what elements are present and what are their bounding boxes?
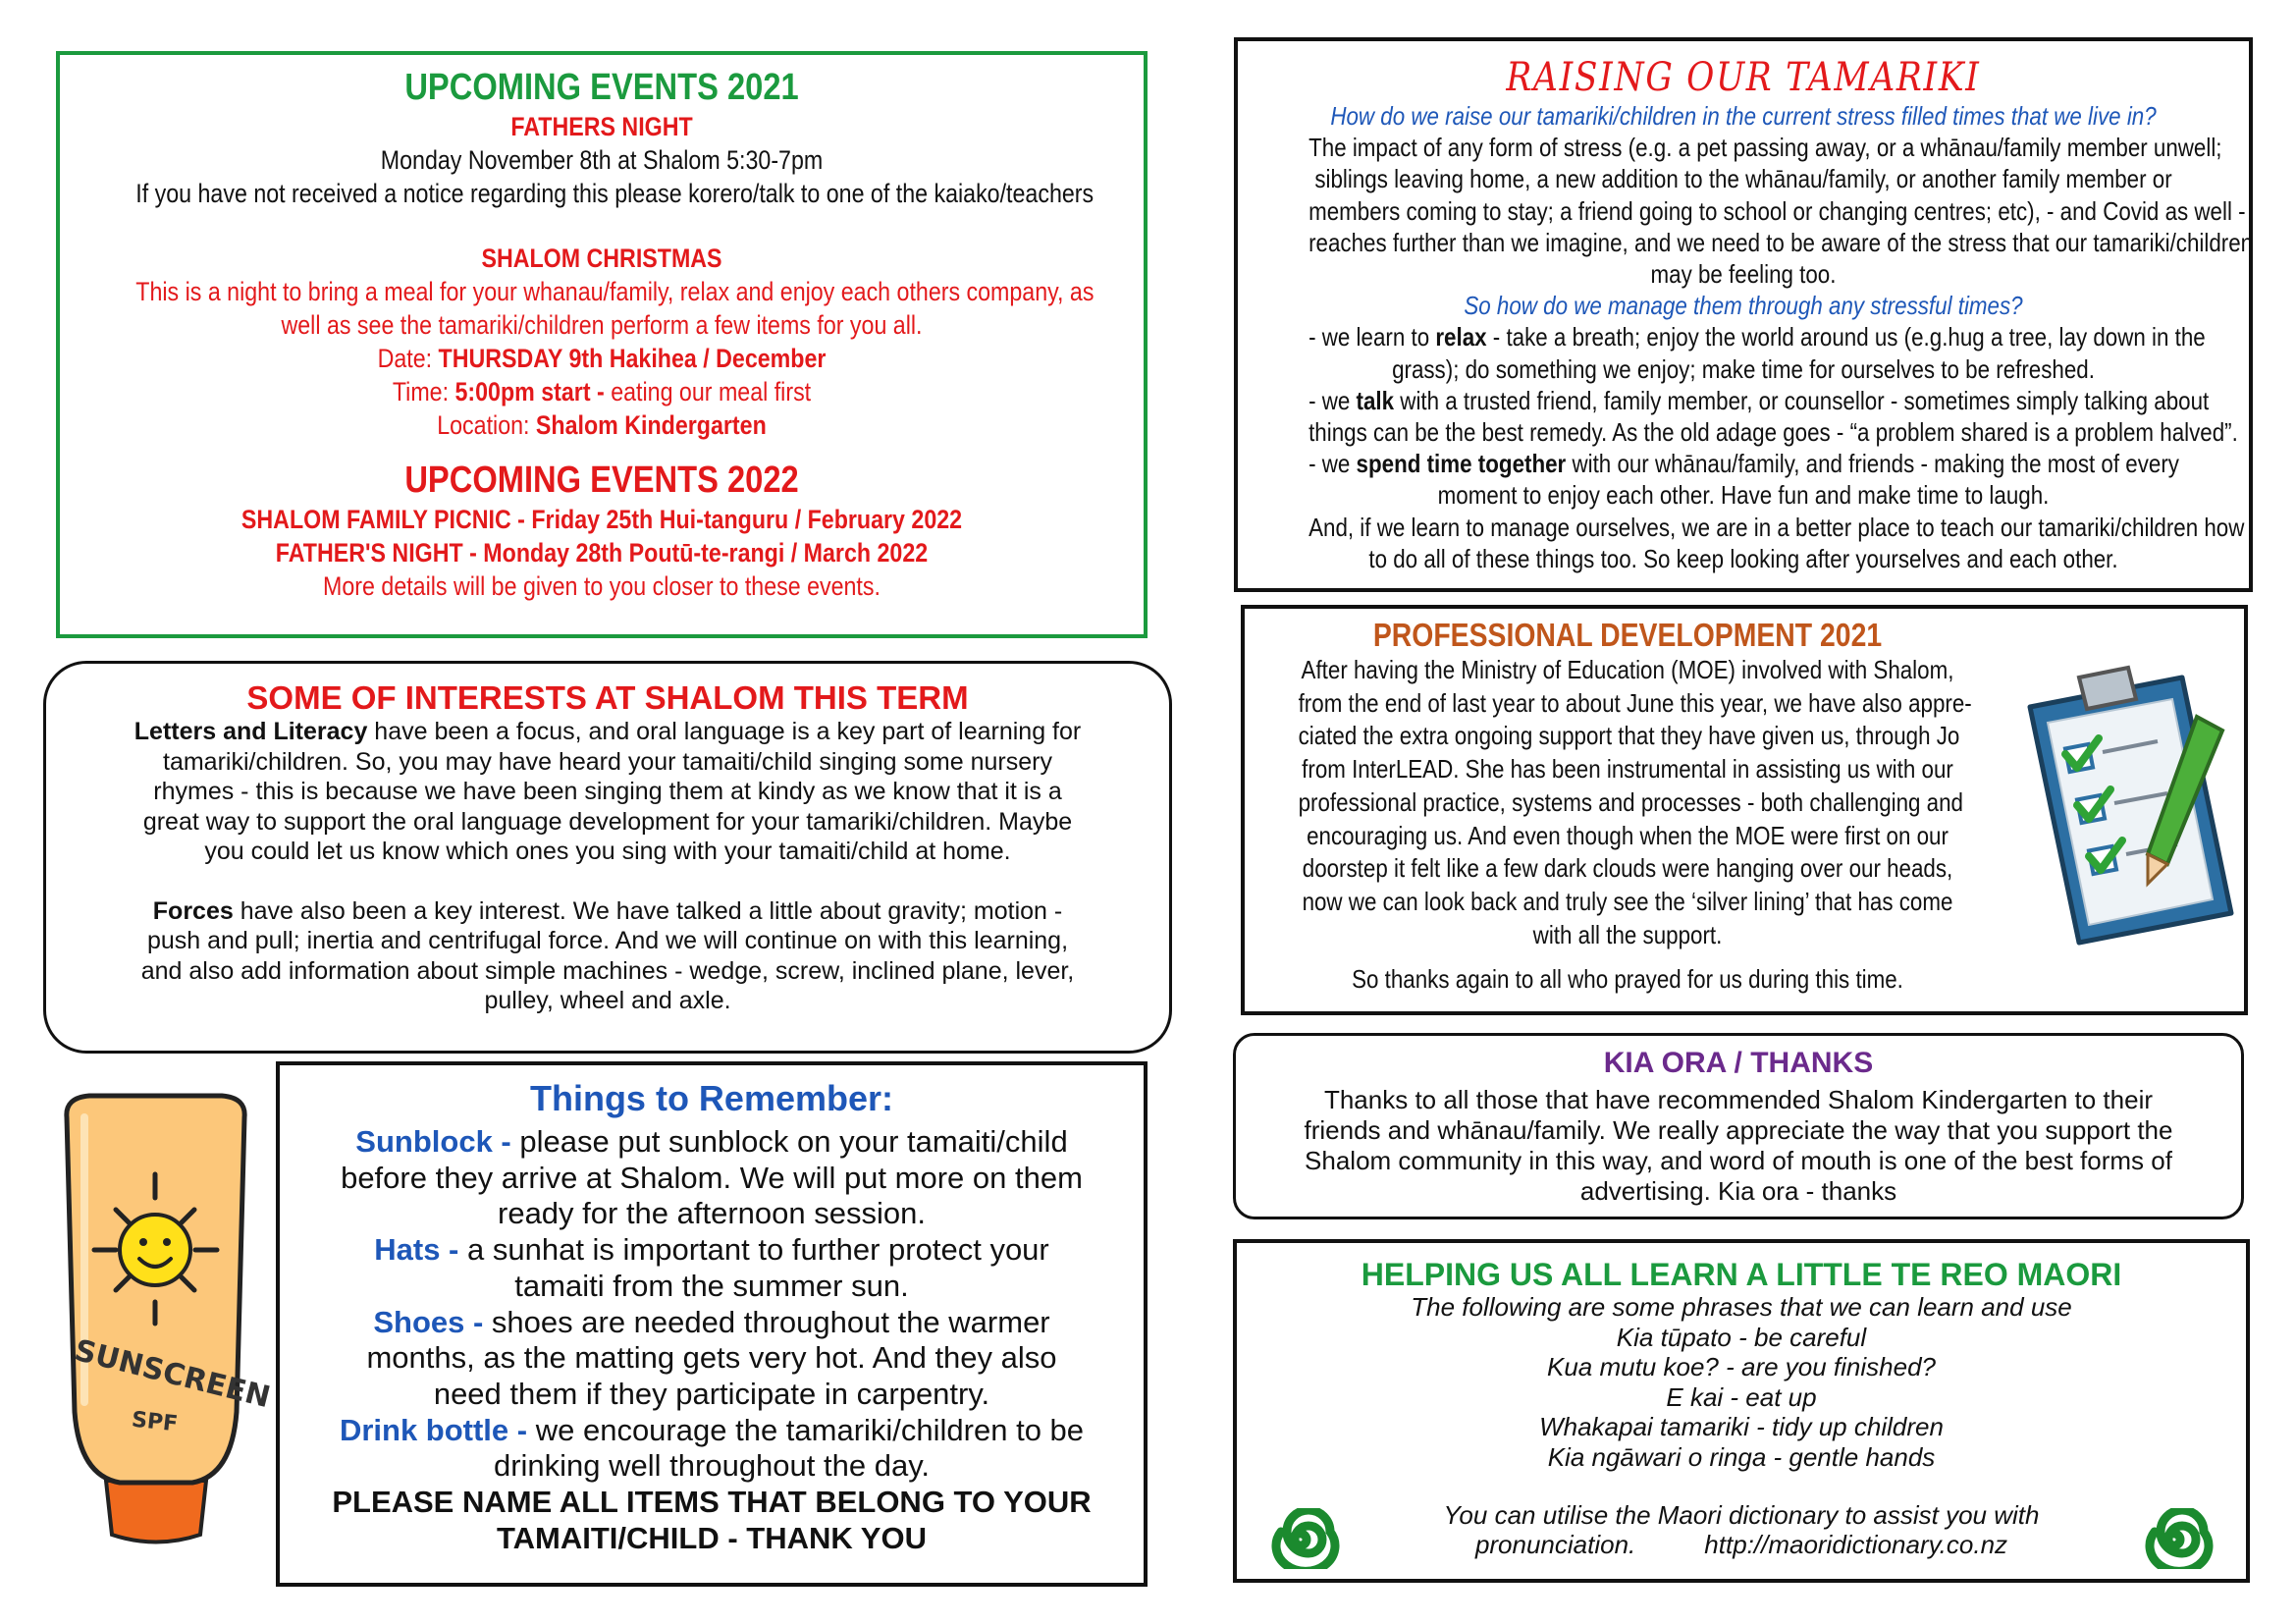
drink-label: Drink bottle - (339, 1412, 528, 1447)
tereo-intro: The following are some phrases that we can learn and use (1411, 1292, 2072, 1322)
talk-text: with a trusted friend, family member, or counsellor - sometimes simply talking about (1394, 385, 2210, 415)
shoes-line1 (280, 1305, 1144, 1341)
time-value: 5:00pm start - (454, 377, 605, 406)
phrase-item: Kia ngāwari o ringa - gentle hands (1547, 1441, 1936, 1472)
date-value: THURSDAY 9th Hakihea / December (438, 344, 827, 373)
phrase-item: Kua mutu koe? - are you finished? (1546, 1352, 1937, 1382)
profdev-line2: from the end of last year to about June this year, we have also appre- (1298, 687, 1972, 718)
talk-bold: talk (1356, 385, 1395, 415)
koru-left-icon (1247, 1508, 1355, 1569)
christmas-date (135, 342, 1067, 375)
shoes-line3: need them if they participate in carpentry. (433, 1376, 990, 1411)
interests-p1-line4: great way to support the oral language development for your tamariki/children. Maybe (142, 807, 1073, 836)
upcoming-2022-heading: UPCOMING EVENTS 2022 (404, 460, 799, 501)
spend-text: with our whānau/family, and friends - making the most of every (1566, 449, 2179, 479)
interests-title: SOME OF INTERESTS AT SHALOM THIS TERM (246, 679, 969, 716)
upcoming-events-box (56, 51, 1148, 638)
hats-text: a sunhat is important to further protect your (458, 1232, 1049, 1268)
remember-box (276, 1061, 1148, 1587)
shoes-text: shoes are needed throughout the warmer (483, 1304, 1050, 1339)
fathers-night-note: If you have not received a notice regarding this please korero/talk to one of the kaiako/teachers (135, 179, 1095, 208)
interests-p2-line2: push and pull; inertia and centrifugal force. And we will continue on with this learning, (146, 927, 1069, 954)
koru-right-icon (2120, 1508, 2228, 1569)
interests-p1-line2: tamariki/children. So, you may have heard your tamaiti/child singing some nursery (163, 747, 1052, 776)
sunblock-label: Sunblock - (355, 1124, 511, 1159)
interests-p2-text: have also been a key interest. We have talked a little about gravity; motion - (233, 896, 1063, 925)
raising-end-line1: And, if we learn to manage ourselves, we are in a better place to teach our tamariki/children how (1308, 512, 2245, 542)
profdev-line4: from InterLEAD. She has been instrumental in assisting us with our (1302, 754, 1953, 785)
hats-label: Hats - (374, 1232, 459, 1268)
profdev-line3: ciated the extra ongoing support that they have given us, through Jo (1298, 721, 1960, 751)
interests-p2-line1 (46, 896, 1169, 927)
profdev-box (1241, 605, 2248, 1015)
dictionary-link[interactable]: http://maoridictionary.co.nz (1704, 1530, 2008, 1560)
fathers-night-title: FATHERS NIGHT (510, 112, 693, 141)
spf-label: SPF (130, 1407, 180, 1437)
sunscreen-label: SUNSCREEN (71, 1332, 274, 1416)
profdev-thanks-line: So thanks again to all who prayed for us during this time. (1352, 964, 1903, 995)
profdev-title: PROFESSIONAL DEVELOPMENT 2021 (1372, 617, 1883, 653)
shoes-line2: months, as the matting gets very hot. And they also (366, 1340, 1057, 1376)
letters-literacy-bold: Letters and Literacy (133, 718, 368, 745)
sunblock-line1 (280, 1124, 1144, 1161)
interests-p1-text: have been a focus, and oral language is a key part of learning for (367, 718, 1082, 745)
interests-p1-line5: you could let us know which ones you sing with your tamaiti/child at home. (204, 838, 1011, 865)
phrase-item: Kia tūpato - be careful (1616, 1322, 1867, 1352)
time-label: Time: (392, 377, 455, 406)
sunscreen-illustration (45, 1088, 274, 1554)
fathers-night-date: Monday November 8th at Shalom 5:30-7pm (380, 145, 824, 175)
kiaora-line1: Thanks to all those that have recommended Shalom Kindergarten to their (1323, 1085, 2154, 1114)
relax-bold: relax (1435, 322, 1487, 352)
forces-bold: Forces (152, 896, 234, 925)
remember-title: Things to Remember: (529, 1078, 894, 1118)
raising-end-line2: to do all of these things too. So keep looking after yourselves and each other. (1368, 543, 2118, 573)
spend-prefix: - we (1308, 449, 1357, 479)
raising-box (1234, 37, 2253, 592)
christmas-desc-line2: well as see the tamariki/children perform a few items for you all. (281, 310, 923, 340)
tereo-title: HELPING US ALL LEARN A LITTLE TE REO MAORI (1361, 1257, 2122, 1292)
talk-prefix: - we (1308, 385, 1357, 415)
drink-line1 (280, 1413, 1144, 1449)
details-line: More details will be given to you closer to these events. (323, 571, 881, 601)
tereo-box (1233, 1239, 2250, 1583)
kiaora-line3: Shalom community in this way, and word of mouth is one of the best forms of (1305, 1146, 2172, 1175)
date-label: Date: (377, 344, 439, 373)
profdev-line8: now we can look back and truly see the ‘silver lining’ that has come (1302, 886, 1953, 916)
interests-p1-line3: rhymes - this is because we have been singing them at kindy as we know that it is a (153, 778, 1062, 805)
hats-line1 (280, 1232, 1144, 1269)
kiaora-line4: advertising. Kia ora - thanks (1579, 1176, 1897, 1206)
location-value: Shalom Kindergarten (535, 410, 767, 440)
interests-p2-line4: pulley, wheel and axle. (484, 987, 731, 1014)
hats-line2: tamaiti from the summer sun. (514, 1268, 909, 1303)
talk-line1 (1308, 385, 2210, 416)
checklist-clipboard-icon (2001, 648, 2236, 962)
kiaora-box (1233, 1033, 2244, 1219)
time-rest: eating our meal first (604, 377, 812, 406)
relax-prefix: - we learn to (1308, 322, 1436, 352)
raising-p1-line2: siblings leaving home, a new addition to the whānau/family, or another family member or (1314, 164, 2172, 194)
interests-box (43, 661, 1172, 1054)
kiaora-line2: friends and whānau/family. We really appreciate the way that you support the (1304, 1115, 2173, 1145)
interests-p2-line3: and also add information about simple machines - wedge, screw, inclined plane, lever, (140, 956, 1075, 985)
raising-p1-line3: members coming to stay; a friend going to school or changing centres; etc), - and Covid as well - (1308, 195, 2246, 226)
spend-line1 (1308, 448, 2178, 479)
name-items-line2: TAMAITI/CHILD - THANK YOU (497, 1520, 927, 1555)
sunblock-line3: ready for the afternoon session. (498, 1196, 926, 1231)
profdev-line6: encouraging us. And even though when the MOE were first on our (1307, 820, 1949, 850)
talk-line2: things can be the best remedy. As the old adage goes - “a problem shared is a problem halved”. (1308, 417, 2238, 448)
christmas-title: SHALOM CHRISTMAS (481, 244, 722, 273)
kiaora-title: KIA ORA / THANKS (1603, 1047, 1874, 1079)
christmas-time (135, 375, 1067, 408)
pronunciation-text: pronunciation. (1474, 1530, 1636, 1560)
upcoming-2021-heading: UPCOMING EVENTS 2021 (404, 67, 799, 108)
christmas-location (135, 408, 1067, 442)
spend-bold: spend time together (1356, 449, 1567, 479)
profdev-line9: with all the support. (1532, 919, 1723, 949)
raising-question1: How do we raise our tamariki/children in the current stress filled times that we live in? (1330, 101, 2157, 131)
profdev-line5: professional practice, systems and processes - both challenging and (1298, 786, 1963, 817)
raising-question2: So how do we manage them through any stressful times? (1464, 291, 2023, 321)
tereo-footer-line1: You can utilise the Maori dictionary to assist you with (1443, 1499, 2040, 1530)
christmas-desc-line1: This is a night to bring a meal for your whanau/family, relax and enjoy each others company, as (135, 277, 1095, 306)
fathers-2022-line: FATHER'S NIGHT - Monday 28th Poutū-te-rangi / March 2022 (275, 538, 929, 568)
raising-title: RAISING OUR TAMARIKI (1506, 55, 1981, 100)
raising-p1-line1: The impact of any form of stress (e.g. a pet passing away, or a whānau/family member unwell; (1308, 133, 2222, 163)
drink-text: we encourage the tamariki/children to be (527, 1412, 1085, 1447)
phrase-item: E kai - eat up (1666, 1381, 1817, 1412)
relax-text: - take a breath; enjoy the world around us (e.g.hug a tree, lay down in the (1486, 322, 2206, 352)
name-items-line1: PLEASE NAME ALL ITEMS THAT BELONG TO YOUR (332, 1485, 1092, 1520)
relax-line1 (1308, 321, 2206, 352)
location-label: Location: (437, 410, 536, 440)
sunblock-text: please put sunblock on your tamaiti/child (510, 1124, 1068, 1159)
profdev-line1: After having the Ministry of Education (MOE) involved with Shalom, (1301, 655, 1954, 684)
drink-line2: drinking well throughout the day. (493, 1448, 931, 1484)
shoes-label: Shoes - (373, 1304, 484, 1339)
sunblock-line2: before they arrive at Shalom. We will put more on them (341, 1160, 1083, 1195)
tereo-footer-line2 (1237, 1530, 2246, 1560)
profdev-line7: doorstep it felt like a few dark clouds were hanging over our heads, (1302, 853, 1953, 884)
relax-line2: grass); do something we enjoy; make time for ourselves to be refreshed. (1392, 353, 2095, 384)
phrase-item: Whakapai tamariki - tidy up children (1539, 1412, 1944, 1442)
raising-p1-line4: reaches further than we imagine, and we need to be aware of the stress that our tamariki/children (1308, 227, 2254, 257)
interests-p1-line1 (46, 717, 1169, 747)
picnic-line: SHALOM FAMILY PICNIC - Friday 25th Hui-tanguru / February 2022 (240, 505, 963, 534)
raising-p1-line5: may be feeling too. (1650, 259, 1837, 290)
spend-line2: moment to enjoy each other. Have fun and make time to laugh. (1437, 480, 2050, 511)
